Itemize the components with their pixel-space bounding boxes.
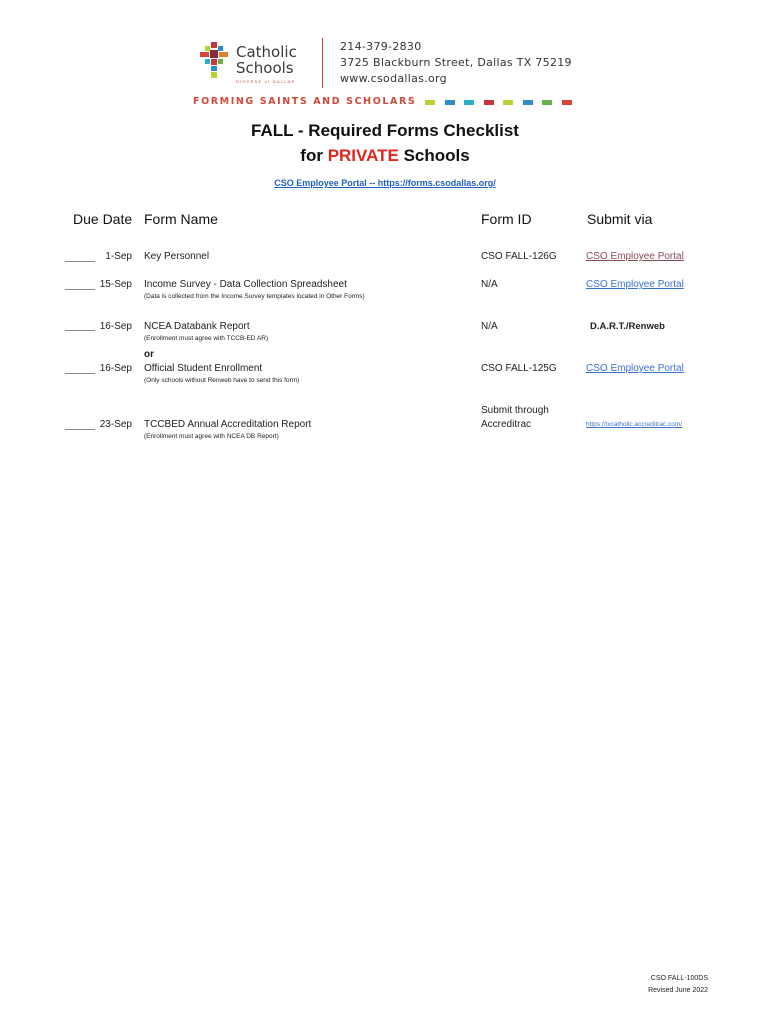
form-name: Income Survey - Data Collection Spreadsheet: [144, 279, 347, 290]
due-date: 23-Sep: [99, 419, 132, 430]
accent-square: [542, 100, 552, 105]
accent-square: [464, 100, 474, 105]
footer-revised-date: Revised June 2022: [648, 987, 708, 994]
contact-website[interactable]: www.csodallas.org: [340, 72, 447, 85]
form-note: (Enrollment must agree with NCEA DB Report): [144, 433, 279, 440]
accent-square: [503, 100, 513, 105]
due-date: 15-Sep: [99, 279, 132, 290]
accent-square: [523, 100, 533, 105]
page-subtitle: for PRIVATE Schools: [300, 146, 470, 165]
form-id-line2: Accreditrac: [481, 419, 532, 430]
form-id: N/A: [481, 279, 498, 290]
column-header-form-id: Form ID: [481, 211, 532, 227]
accent-square: [562, 100, 572, 105]
form-name: TCCBED Annual Accreditation Report: [144, 419, 312, 430]
form-name: Key Personnel: [144, 251, 210, 262]
form-id: N/A: [481, 321, 498, 332]
contact-phone: 214-379-2830: [340, 40, 422, 53]
tagline: FORMING SAINTS AND SCHOLARS: [193, 96, 417, 107]
form-name: NCEA Databank Report: [144, 321, 250, 332]
or-label: or: [144, 349, 154, 360]
form-name: Official Student Enrollment: [144, 363, 263, 374]
accent-square: [425, 100, 435, 105]
logo-text-catholic: Catholic: [236, 43, 297, 61]
header-divider: [322, 38, 323, 88]
column-header-submit-via: Submit via: [587, 211, 653, 227]
employee-portal-link[interactable]: CSO Employee Portal -- https://forms.csodallas.org/: [274, 178, 496, 188]
form-id: CSO FALL-126G: [481, 251, 557, 262]
submit-link[interactable]: CSO Employee Portal: [586, 251, 684, 262]
due-date: 16-Sep: [99, 363, 132, 374]
private-highlight: PRIVATE: [327, 146, 399, 165]
column-header-due-date: Due Date: [73, 211, 133, 227]
form-id: CSO FALL-125G: [481, 363, 557, 374]
accent-square: [445, 100, 455, 105]
submit-link[interactable]: CSO Employee Portal: [586, 279, 684, 290]
accreditrac-link[interactable]: https://txcatholic.accreditrac.com/: [586, 421, 683, 428]
due-date: 1-Sep: [105, 251, 132, 262]
footer-form-code: CSO FALL-100DS: [650, 975, 708, 982]
page-title: FALL - Required Forms Checklist: [251, 121, 519, 140]
logo-text-schools: Schools: [236, 59, 294, 77]
due-date: 16-Sep: [99, 321, 132, 332]
form-note: (Data is collected from the Income Survey templates located in Other Forms): [144, 293, 365, 300]
form-note: (Enrollment must agree with TCCB-ED AR): [144, 335, 269, 342]
column-header-form-name: Form Name: [144, 211, 218, 227]
catholic-schools-logo-icon: [200, 42, 228, 78]
contact-address: 3725 Blackburn Street, Dallas TX 75219: [340, 56, 572, 69]
form-note: (Only schools without Renweb have to send this form): [144, 377, 300, 384]
logo-subtitle: DIOCESE of DALLAS: [236, 79, 296, 84]
submit-link[interactable]: CSO Employee Portal: [586, 363, 684, 374]
accent-square: [484, 100, 494, 105]
submit-method: D.A.R.T./Renweb: [590, 321, 665, 332]
form-id-line1: Submit through: [481, 405, 549, 416]
